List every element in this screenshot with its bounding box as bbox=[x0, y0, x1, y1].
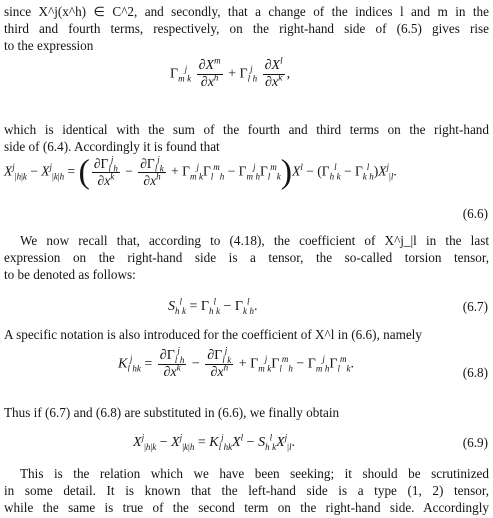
text-line-3: to the expression bbox=[4, 38, 94, 53]
equation-6-7: $S_h^l_k = \Gamma_h^l_k - \Gamma_k^l_h$. bbox=[168, 296, 258, 316]
text-line-11: This is the relation which we have been seeking; it should be scrutinized bbox=[20, 466, 489, 481]
text-line-6: We now recall that, according to (4.18), the coefficient of X^j_|l in the last bbox=[20, 233, 489, 248]
equation-6-9: $X^j_{|h|k} - X^j_{|k|h} = K_l^j_{hk}X^l - S_h^l_kX^j_{|l}$. bbox=[133, 432, 295, 452]
text-line-2: third and fourth terms, respectively, on the right-hand side of (6.5) gives rise bbox=[4, 21, 489, 36]
text-line-12: in some detail. It is known that the left-hand side is a type (1, 2) tensor, bbox=[4, 483, 489, 498]
equation-6-8: $K_l^j_{hk}$ = $\frac{\partial\Gamma_l^j_h}{\partial x^k}$ − $\frac{\partial\Gamma_l^j_k}{\partial x^h}$ + $\Gamma_m^j_k\Gamma_l^m_h - \Gamma_m^j_h\Gamma_l^m_k$. bbox=[118, 345, 355, 380]
equation-6-6: $X^j_{|h|k} - X^j_{|k|h}$ = ( $\frac{\partial\Gamma_l^j_h}{\partial x^k}$ − $\frac{\partial\Gamma_l^j_k}{\partial x^h}$ + $\Gamma_m^j_k\Gamma_l^m_h - \Gamma_m^j_h\Gamma_l^m_k)X^l - (\Gamma_h^l_k - \Gamma_k^l_h)X^j_{|l}$. bbox=[4, 153, 397, 191]
display-expression: $\Gamma_m^j_k$ $\frac{\partial X^m}{\partial x^h}$ + $\Gamma_l^j_h$ $\frac{\partial X^l}{\partial x^k}$ , bbox=[170, 55, 291, 90]
text-line-8: to be denoted as follows: bbox=[4, 267, 136, 282]
text-line-7: expression on the right-hand side is a tensor, the so-called torsion tensor, bbox=[4, 250, 489, 265]
text-line-9: A specific notation is also introduced for the coefficient of X^l in (6.6), namely bbox=[4, 327, 422, 342]
text-line-13: while the same is true of the second term on the right-hand side. Accordingly bbox=[4, 500, 489, 515]
equation-number-6-7: (6.7) bbox=[462, 299, 488, 314]
text-line-5: side of (6.4). Accordingly it is found that bbox=[4, 139, 220, 154]
text-line-4: which is identical with the sum of the fourth and third terms on the right-hand bbox=[4, 122, 489, 137]
equation-number-6-9: (6.9) bbox=[462, 435, 488, 450]
equation-number-6-8: (6.8) bbox=[462, 365, 488, 380]
text-line-1: since X^j(x^h) ∈ C^2, and secondly, that a change of the indices l and m in the bbox=[4, 4, 489, 19]
equation-number-6-6: (6.6) bbox=[462, 206, 488, 221]
text-line-10: Thus if (6.7) and (6.8) are substituted in (6.6), we finally obtain bbox=[4, 405, 340, 420]
